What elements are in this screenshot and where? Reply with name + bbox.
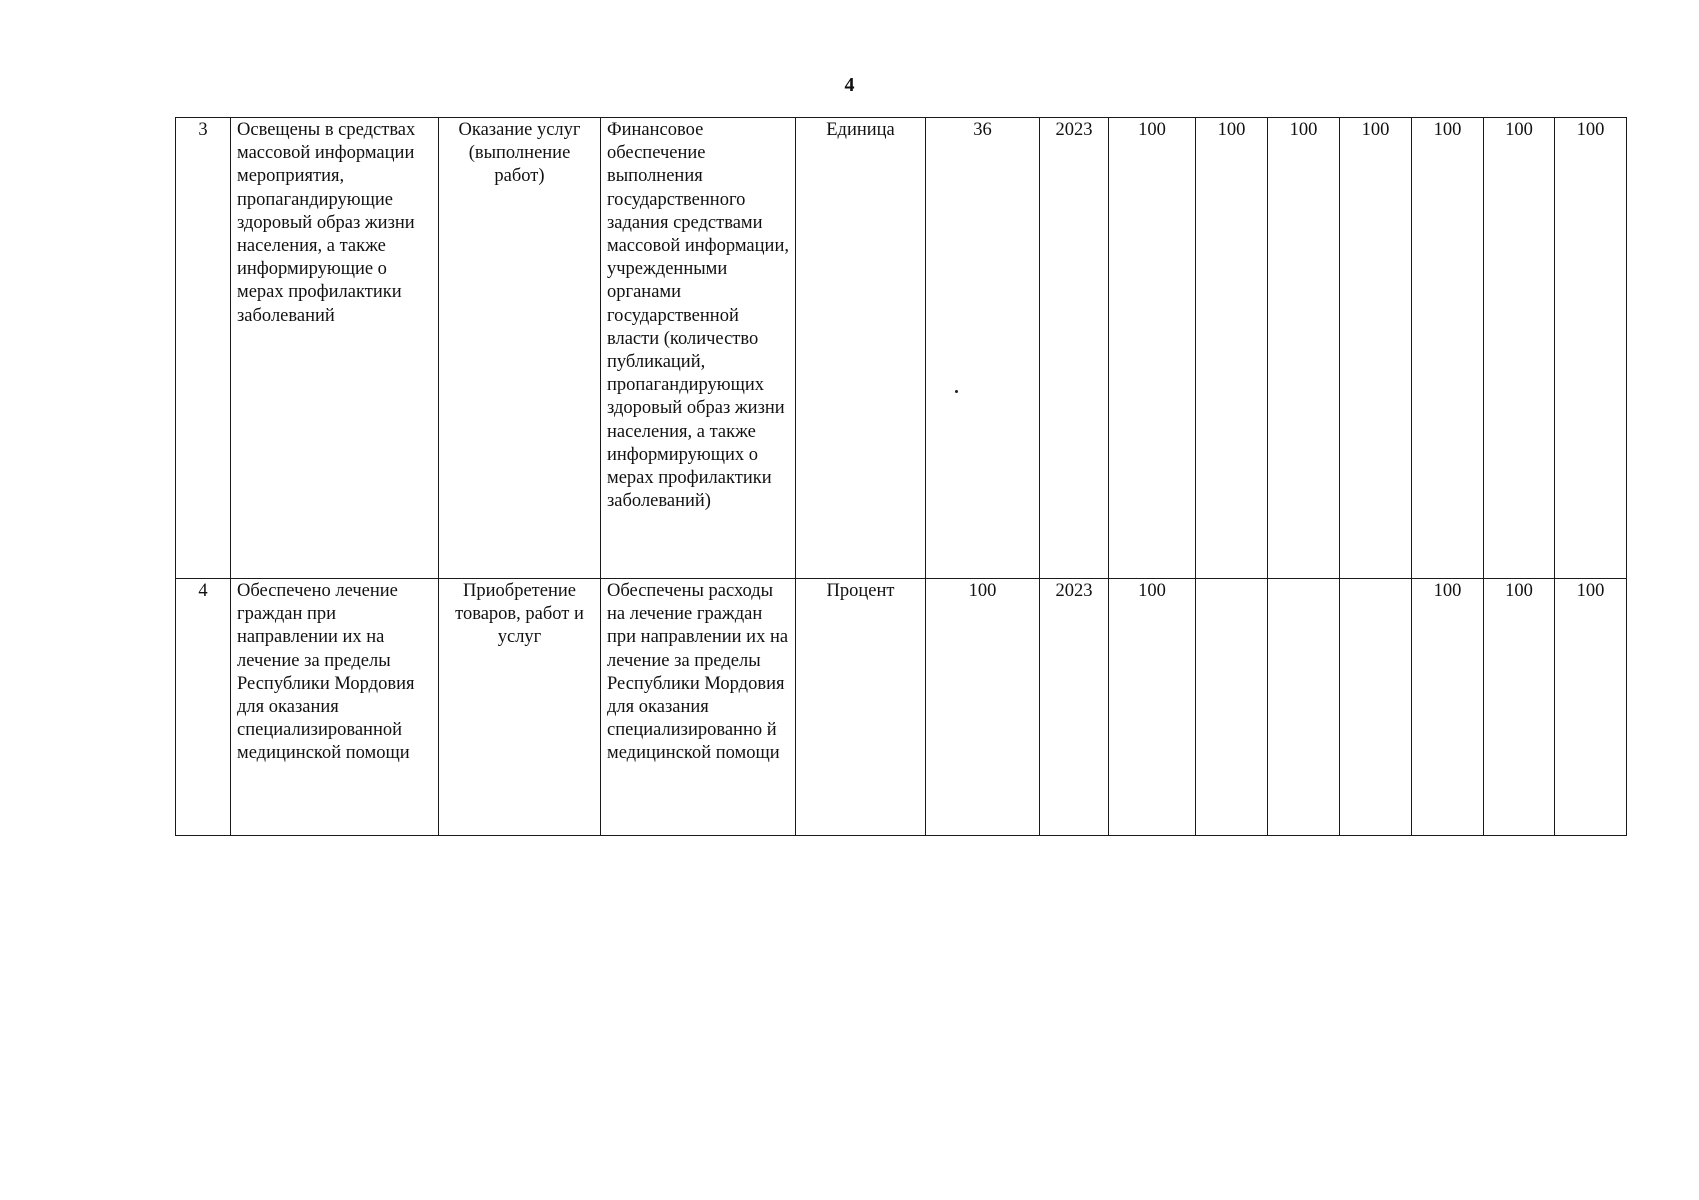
value-cell: 100	[1340, 118, 1412, 579]
page-number: 4	[844, 74, 855, 96]
row-number: 4	[176, 579, 231, 836]
value-cell: 100	[1109, 579, 1196, 836]
result-characteristic: Финансовое обеспечение выполнения государственного задания средствами массовой информации, учрежденными органами государственной власти (количество публикаций, пропагандирующих здоровый образ жизни населения, а также информирующих о мерах профилактики заболеваний)	[601, 118, 796, 579]
result-name: Освещены в средствах массовой информации мероприятия, пропагандирующие здоровый образ жизни населения, а также информирующие о мерах профилактики заболеваний	[231, 118, 439, 579]
row-number: 3	[176, 118, 231, 579]
value-cell: 100	[1412, 579, 1484, 836]
base-year: 2023	[1040, 579, 1109, 836]
base-value: 100	[926, 579, 1040, 836]
value-cell	[1268, 579, 1340, 836]
result-characteristic: Обеспечены расходы на лечение граждан при направлении их на лечение за пределы Республики Мордовия для оказания специализированно й медицинской помощи	[601, 579, 796, 836]
unit-of-measure: Единица	[796, 118, 926, 579]
scan-speck	[955, 390, 958, 393]
value-cell: 100	[1109, 118, 1196, 579]
table-row	[176, 118, 1627, 579]
base-value: 36	[926, 118, 1040, 579]
value-cell: 100	[1268, 118, 1340, 579]
value-cell	[1340, 579, 1412, 836]
value-cell: 100	[1484, 579, 1555, 836]
value-cell: 100	[1555, 118, 1627, 579]
value-cell: 100	[1196, 118, 1268, 579]
result-type: Приобретение товаров, работ и услуг	[439, 579, 601, 836]
value-cell	[1196, 579, 1268, 836]
table-row	[176, 579, 1627, 836]
result-type: Оказание услуг (выполнение работ)	[439, 118, 601, 579]
unit-of-measure: Процент	[796, 579, 926, 836]
value-cell: 100	[1412, 118, 1484, 579]
value-cell: 100	[1484, 118, 1555, 579]
value-cell: 100	[1555, 579, 1627, 836]
base-year: 2023	[1040, 118, 1109, 579]
results-table	[175, 117, 1627, 836]
result-name: Обеспечено лечение граждан при направлении их на лечение за пределы Республики Мордовия для оказания специализированной медицинской помощи	[231, 579, 439, 836]
